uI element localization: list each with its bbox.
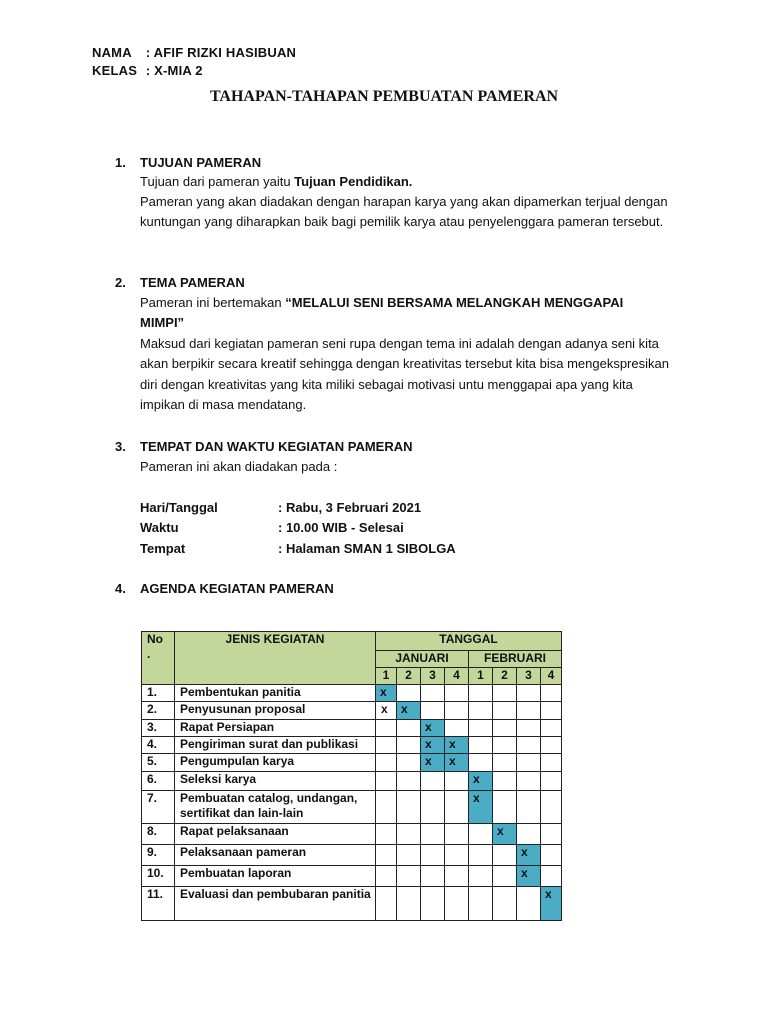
table-row (142, 720, 562, 737)
schedule-cell (517, 737, 541, 754)
schedule-cell (376, 754, 397, 772)
section-1-number: 1. (115, 155, 126, 170)
schedule-cell (445, 866, 469, 887)
schedule-cell (397, 772, 421, 791)
schedule-cell (469, 702, 493, 720)
schedule-cell (397, 685, 421, 702)
table-row (142, 772, 562, 791)
row-number: 8. (142, 824, 175, 845)
schedule-cell (421, 791, 445, 824)
detail-value: : 10.00 WIB - Selesai (278, 520, 404, 535)
header-activity: JENIS KEGIATAN (175, 632, 376, 685)
schedule-cell (397, 737, 421, 754)
row-number: 2. (142, 702, 175, 720)
week-header-6: 2 (493, 668, 517, 685)
schedule-cell (376, 737, 397, 754)
row-number: 5. (142, 754, 175, 772)
row-number: 1. (142, 685, 175, 702)
schedule-cell (445, 772, 469, 791)
schedule-cell (517, 702, 541, 720)
section-2-number: 2. (115, 275, 126, 290)
schedule-cell (541, 702, 562, 720)
schedule-cell (445, 845, 469, 866)
schedule-cell (421, 772, 445, 791)
schedule-cell (445, 720, 469, 737)
schedule-cell (541, 845, 562, 866)
schedule-cell (493, 791, 517, 824)
schedule-cell (397, 866, 421, 887)
detail-value: : Halaman SMAN 1 SIBOLGA (278, 541, 456, 556)
row-activity: Rapat pelaksanaan (175, 824, 376, 845)
table-row (142, 754, 562, 772)
schedule-cell (421, 887, 445, 921)
schedule-cell (493, 702, 517, 720)
schedule-mark: x (469, 791, 493, 824)
table-row (142, 845, 562, 866)
week-header-3: 3 (421, 668, 445, 685)
schedule-cell (469, 754, 493, 772)
section-1-title: TUJUAN PAMERAN (140, 155, 262, 170)
week-header-7: 3 (517, 668, 541, 685)
detail-label: Waktu (140, 520, 179, 535)
table-row (142, 887, 562, 921)
section-2-theme: “MELALUI SENI BERSAMA MELANGKAH MENGGAPAI MIMPI” (140, 295, 624, 331)
header-month-february: FEBRUARI (469, 651, 562, 668)
section-1-intro-bold: Tujuan Pendidikan. (294, 174, 413, 189)
schedule-cell (376, 824, 397, 845)
header-no: No (147, 632, 163, 646)
schedule-mark: x (493, 824, 517, 845)
schedule-mark: x (421, 720, 445, 737)
schedule-cell (397, 791, 421, 824)
schedule-cell (493, 887, 517, 921)
section-1-intro (140, 172, 670, 192)
row-activity: Rapat Persiapan (175, 720, 376, 737)
row-activity: Pembuatan laporan (175, 866, 376, 887)
row-number: 3. (142, 720, 175, 737)
schedule-cell (397, 720, 421, 737)
row-number: 10. (142, 866, 175, 887)
section-3-number: 3. (115, 439, 126, 454)
row-number: 9. (142, 845, 175, 866)
table-row (142, 866, 562, 887)
table-row (142, 791, 562, 824)
table-row (142, 824, 562, 845)
row-number: 11. (142, 887, 175, 921)
schedule-cell (469, 685, 493, 702)
schedule-cell (541, 772, 562, 791)
section-3-title: TEMPAT DAN WAKTU KEGIATAN PAMERAN (140, 439, 413, 454)
section-2-body: Maksud dari kegiatan pameran seni rupa dengan tema ini adalah dengan adanya seni kita akan berpikir secara kreatif sehingga dengan kreativitas tersebut kita bisa mengekspresikan diri dengan kreativitas yang kita miliki sebagai motivasi untu menggapai apa yang kita impikan di masa mendatang. (140, 336, 669, 412)
schedule-cell (421, 866, 445, 887)
schedule-cell (397, 754, 421, 772)
schedule-cell (445, 685, 469, 702)
schedule-cell (541, 824, 562, 845)
schedule-mark: x (376, 702, 397, 720)
schedule-cell (517, 754, 541, 772)
row-activity: Pengiriman surat dan publikasi (175, 737, 376, 754)
schedule-cell (469, 866, 493, 887)
schedule-cell (541, 720, 562, 737)
name-value: : AFIF RIZKI HASIBUAN (145, 45, 297, 60)
schedule-cell (376, 866, 397, 887)
agenda-table (141, 631, 562, 921)
row-number: 7. (142, 791, 175, 824)
week-header-1: 1 (376, 668, 397, 685)
section-1-intro-text: Tujuan dari pameran yaitu (140, 174, 295, 189)
row-number: 4. (142, 737, 175, 754)
schedule-cell (469, 887, 493, 921)
student-class-line (92, 63, 203, 78)
row-activity: Evaluasi dan pembubaran panitia (175, 887, 376, 921)
header-date: TANGGAL (376, 632, 562, 651)
schedule-mark: x (421, 754, 445, 772)
name-label: NAMA (92, 45, 132, 60)
schedule-mark: x (445, 737, 469, 754)
schedule-cell (493, 737, 517, 754)
schedule-mark: x (376, 685, 397, 702)
schedule-cell (541, 737, 562, 754)
section-4-number: 4. (115, 581, 126, 596)
header-no-dot: . (147, 647, 151, 661)
schedule-cell (541, 754, 562, 772)
table-row (142, 702, 562, 720)
schedule-cell (493, 720, 517, 737)
schedule-cell (397, 845, 421, 866)
schedule-cell (517, 824, 541, 845)
row-activity: Pengumpulan karya (175, 754, 376, 772)
schedule-cell (517, 685, 541, 702)
row-activity: Pembentukan panitia (175, 685, 376, 702)
schedule-cell (517, 887, 541, 921)
schedule-cell (445, 702, 469, 720)
schedule-cell (445, 824, 469, 845)
detail-label: Hari/Tanggal (140, 500, 218, 515)
schedule-cell (493, 866, 517, 887)
schedule-cell (469, 845, 493, 866)
schedule-cell (397, 887, 421, 921)
schedule-cell (493, 772, 517, 791)
schedule-cell (469, 720, 493, 737)
week-header-5: 1 (469, 668, 493, 685)
row-activity: Pelaksanaan pameran (175, 845, 376, 866)
schedule-mark: x (517, 845, 541, 866)
table-row (142, 737, 562, 754)
row-activity: Pembuatan catalog, undangan, sertifikat dan lain-lain (175, 791, 376, 824)
schedule-cell (541, 685, 562, 702)
schedule-cell (541, 866, 562, 887)
week-header-2: 2 (397, 668, 421, 685)
section-3-intro: Pameran ini akan diadakan pada : (140, 459, 338, 474)
schedule-cell (517, 791, 541, 824)
header-no-cell (142, 632, 175, 685)
week-header-4: 4 (445, 668, 469, 685)
schedule-cell (376, 720, 397, 737)
schedule-mark: x (445, 754, 469, 772)
section-1-body: Pameran yang akan diadakan dengan harapan karya yang akan dipamerkan terjual dengan kuntungan yang diharapkan baik bagi pemilik karya atau penyelenggara pameran tersebut. (140, 194, 668, 230)
section-2-intro (140, 293, 670, 334)
page-title: TAHAPAN-TAHAPAN PEMBUATAN PAMERAN (209, 88, 559, 105)
section-4-title: AGENDA KEGIATAN PAMERAN (140, 581, 334, 596)
schedule-cell (421, 845, 445, 866)
header-month-january: JANUARI (376, 651, 469, 668)
schedule-cell (493, 754, 517, 772)
schedule-mark: x (517, 866, 541, 887)
schedule-mark: x (469, 772, 493, 791)
week-header-8: 4 (541, 668, 562, 685)
detail-label: Tempat (140, 541, 186, 556)
section-2-intro-text: Pameran ini bertemakan (140, 295, 286, 310)
schedule-cell (421, 702, 445, 720)
row-activity: Seleksi karya (175, 772, 376, 791)
schedule-mark: x (541, 887, 562, 921)
class-value: : X-MIA 2 (145, 63, 203, 78)
schedule-cell (376, 887, 397, 921)
schedule-cell (541, 791, 562, 824)
schedule-cell (397, 824, 421, 845)
schedule-cell (445, 791, 469, 824)
schedule-cell (517, 720, 541, 737)
schedule-cell (469, 737, 493, 754)
schedule-cell (517, 772, 541, 791)
table-row (142, 685, 562, 702)
class-label: KELAS (92, 63, 138, 78)
section-2-title: TEMA PAMERAN (140, 275, 245, 290)
schedule-cell (376, 845, 397, 866)
row-activity: Penyusunan proposal (175, 702, 376, 720)
schedule-cell (421, 824, 445, 845)
detail-value: : Rabu, 3 Februari 2021 (278, 500, 422, 515)
schedule-cell (493, 845, 517, 866)
schedule-cell (469, 824, 493, 845)
student-name-line (92, 45, 296, 60)
schedule-cell (376, 772, 397, 791)
schedule-cell (493, 685, 517, 702)
schedule-mark: x (421, 737, 445, 754)
row-number: 6. (142, 772, 175, 791)
schedule-cell (421, 685, 445, 702)
schedule-mark: x (397, 702, 421, 720)
schedule-cell (376, 791, 397, 824)
schedule-cell (445, 887, 469, 921)
